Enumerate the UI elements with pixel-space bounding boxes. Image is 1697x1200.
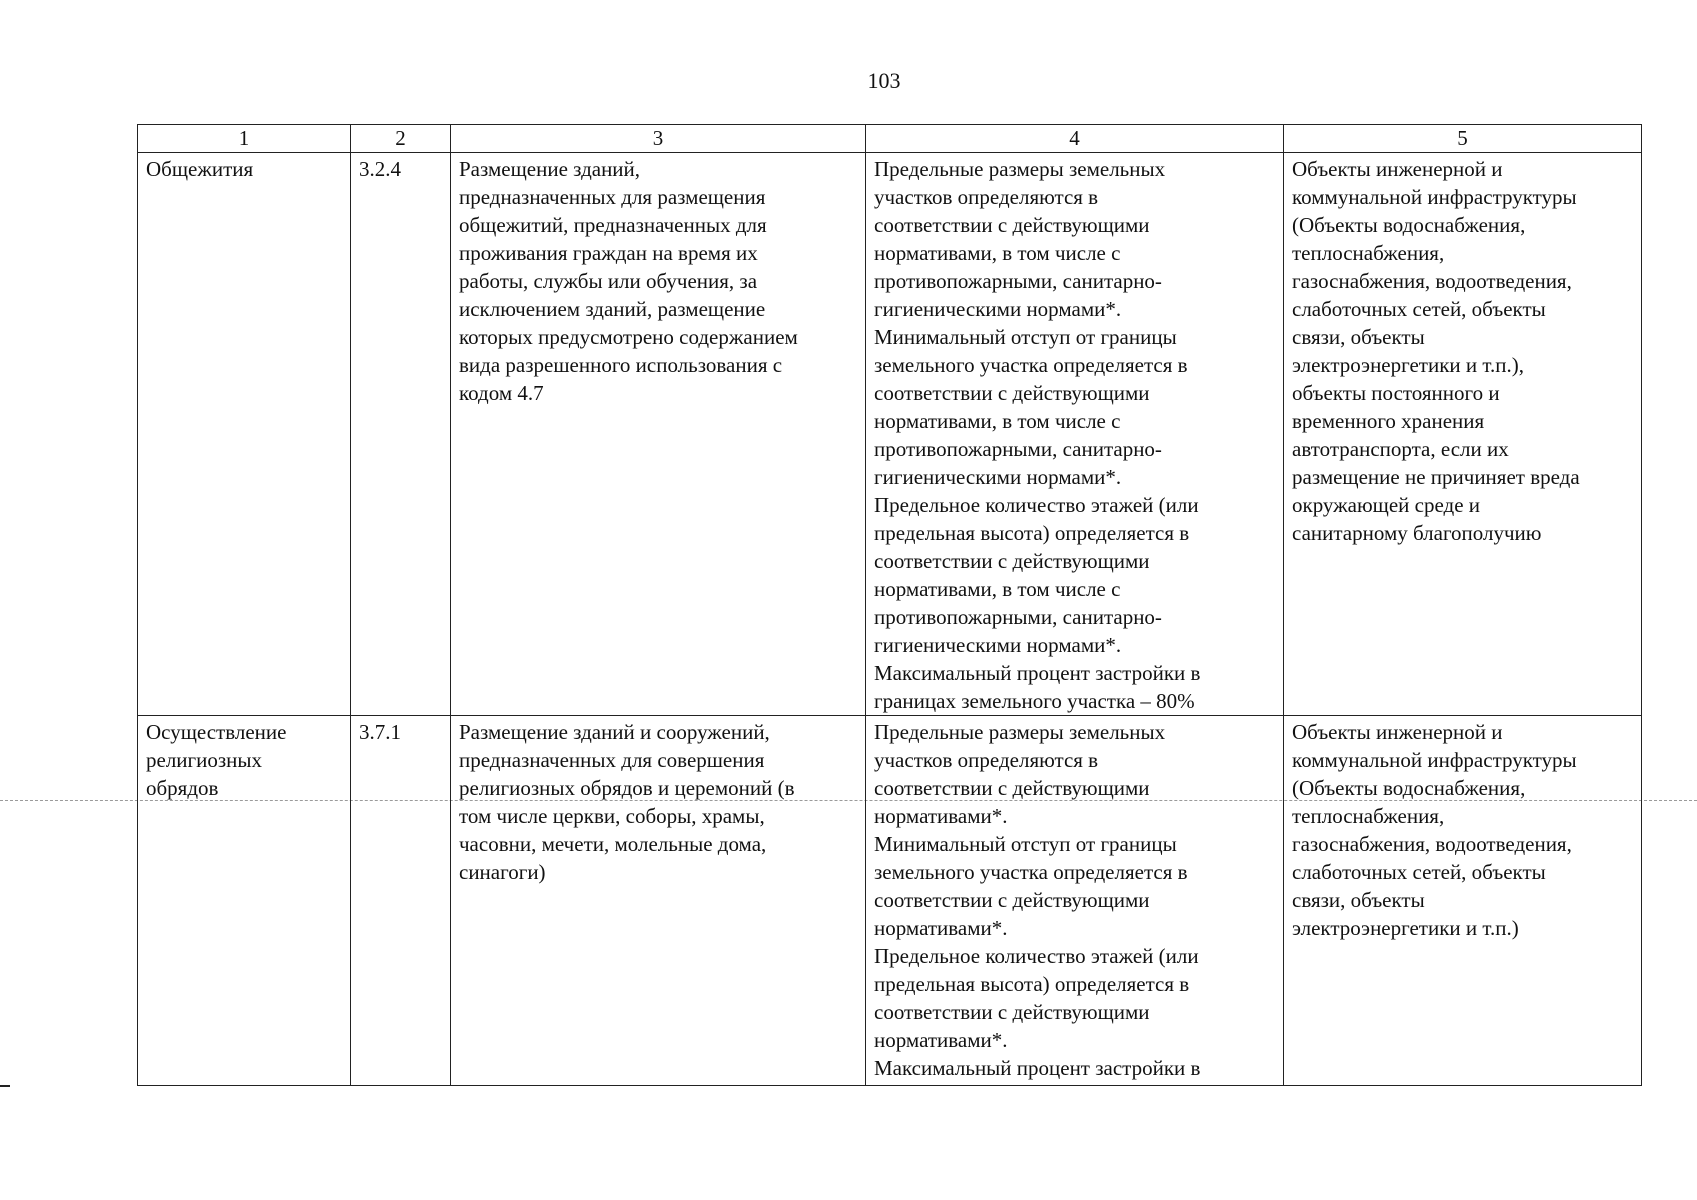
cell-text-line: противопожарными, санитарно- [874, 605, 1162, 629]
cell-text-line: Минимальный отступ от границы [874, 832, 1177, 856]
column-number-1: 1 [138, 125, 351, 153]
cell-text-line: земельного участка определяется в [874, 353, 1188, 377]
cell-text-line: Предельное количество этажей (или [874, 944, 1199, 968]
cell-text-line: нормативами*. [874, 916, 1008, 940]
cell-text-line: проживания граждан на время их [459, 241, 758, 265]
auxiliary-uses-cell [1284, 153, 1642, 716]
cell-text-line: религиозных [146, 748, 263, 772]
parameters-cell [866, 716, 1284, 1086]
use-description-cell [451, 153, 866, 716]
cell-text-line: нормативами*. [874, 1028, 1008, 1052]
cell-text-line: нормативами*. [874, 804, 1008, 828]
cell-text-line: гигиеническими нормами*. [874, 297, 1122, 321]
cell-text-line: Минимальный отступ от границы [874, 325, 1177, 349]
cell-text-line: слаботочных сетей, объекты [1292, 297, 1546, 321]
cell-text-line: вида разрешенного использования с [459, 353, 783, 377]
cell-text-line: теплоснабжения, [1292, 241, 1445, 265]
cell-text-line: соответствии с действующими [874, 888, 1150, 912]
column-number-4: 4 [866, 125, 1284, 153]
cell-text-line: предназначенных для размещения [459, 185, 766, 209]
cell-text-line: автотранспорта, если их [1292, 437, 1509, 461]
cell-text-line: синагоги) [459, 860, 546, 884]
cell-text-line: Общежития [146, 157, 254, 181]
use-description-cell [451, 716, 866, 1086]
cell-text-line: участков определяются в [874, 748, 1099, 772]
cell-text-line: общежитий, предназначенных для [459, 213, 767, 237]
cell-text-line: электроэнергетики и т.п.), [1292, 353, 1524, 377]
cell-text-line: предельная высота) определяется в [874, 521, 1190, 545]
use-name-cell [138, 153, 351, 716]
cell-text-line: Предельные размеры земельных [874, 720, 1166, 744]
use-name-cell [138, 716, 351, 1086]
cell-text-line: коммунальной инфраструктуры [1292, 185, 1577, 209]
table-row [138, 153, 1642, 716]
cell-text-line: газоснабжения, водоотведения, [1292, 832, 1572, 856]
cell-text-line: Осуществление [146, 720, 287, 744]
cell-text-line: нормативами, в том числе с [874, 577, 1121, 601]
cell-text-line: участков определяются в [874, 185, 1099, 209]
cell-text-line: исключением зданий, размещение [459, 297, 766, 321]
cell-text-line: границах земельного участка – 80% [874, 689, 1195, 713]
cell-text-line: связи, объекты [1292, 888, 1425, 912]
cell-text-line: противопожарными, санитарно- [874, 269, 1162, 293]
cell-text-line: Предельные размеры земельных [874, 157, 1166, 181]
cell-text-line: соответствии с действующими [874, 1000, 1150, 1024]
cell-text-line: окружающей среде и [1292, 493, 1481, 517]
cell-text-line: 3.7.1 [359, 720, 401, 744]
column-number-3: 3 [451, 125, 866, 153]
cell-text-line: санитарному благополучию [1292, 521, 1542, 545]
cell-text-line: соответствии с действующими [874, 213, 1150, 237]
cell-text-line: соответствии с действующими [874, 549, 1150, 573]
cell-text-line: 3.2.4 [359, 157, 401, 181]
cell-text-line: противопожарными, санитарно- [874, 437, 1162, 461]
cell-text-line: связи, объекты [1292, 325, 1425, 349]
cell-text-line: гигиеническими нормами*. [874, 633, 1122, 657]
cell-text-line: Максимальный процент застройки в [874, 661, 1201, 685]
use-code-cell [351, 153, 451, 716]
cell-text-line: соответствии с действующими [874, 381, 1150, 405]
cell-text-line: гигиеническими нормами*. [874, 465, 1122, 489]
cell-text-line: кодом 4.7 [459, 381, 544, 405]
cell-text-line: теплоснабжения, [1292, 804, 1445, 828]
cell-text-line: размещение не причиняет вреда [1292, 465, 1580, 489]
cell-text-line: обрядов [146, 776, 219, 800]
cell-text-line: земельного участка определяется в [874, 860, 1188, 884]
cell-text-line: нормативами, в том числе с [874, 409, 1121, 433]
scan-edge-mark [0, 1085, 10, 1087]
cell-text-line: объекты постоянного и [1292, 381, 1500, 405]
table-row [138, 716, 1642, 1086]
cell-text-line: религиозных обрядов и церемоний (в [459, 776, 795, 800]
page-number: 103 [867, 68, 901, 93]
cell-text-line: часовни, мечети, молельные дома, [459, 832, 767, 856]
cell-text-line: слаботочных сетей, объекты [1292, 860, 1546, 884]
cell-text-line: предназначенных для совершения [459, 748, 765, 772]
column-number-2: 2 [351, 125, 451, 153]
table-header-row [138, 125, 1642, 153]
cell-text-line: Объекты инженерной и [1292, 720, 1503, 744]
cell-text-line: предельная высота) определяется в [874, 972, 1190, 996]
cell-text-line: коммунальной инфраструктуры [1292, 748, 1577, 772]
cell-text-line: том числе церкви, соборы, храмы, [459, 804, 765, 828]
column-number-5: 5 [1284, 125, 1642, 153]
cell-text-line: соответствии с действующими [874, 776, 1150, 800]
use-code-cell [351, 716, 451, 1086]
cell-text-line: Размещение зданий, [459, 157, 641, 181]
cell-text-line: газоснабжения, водоотведения, [1292, 269, 1572, 293]
cell-text-line: временного хранения [1292, 409, 1485, 433]
cell-text-line: Предельное количество этажей (или [874, 493, 1199, 517]
parameters-cell [866, 153, 1284, 716]
cell-text-line: Максимальный процент застройки в [874, 1056, 1201, 1080]
land-use-table [137, 124, 1642, 1086]
cell-text-line: (Объекты водоснабжения, [1292, 776, 1526, 800]
cell-text-line: (Объекты водоснабжения, [1292, 213, 1526, 237]
auxiliary-uses-cell [1284, 716, 1642, 1086]
cell-text-line: работы, службы или обучения, за [459, 269, 758, 293]
cell-text-line: электроэнергетики и т.п.) [1292, 916, 1519, 940]
cell-text-line: нормативами, в том числе с [874, 241, 1121, 265]
cell-text-line: Объекты инженерной и [1292, 157, 1503, 181]
cell-text-line: Размещение зданий и сооружений, [459, 720, 770, 744]
cell-text-line: которых предусмотрено содержанием [459, 325, 798, 349]
